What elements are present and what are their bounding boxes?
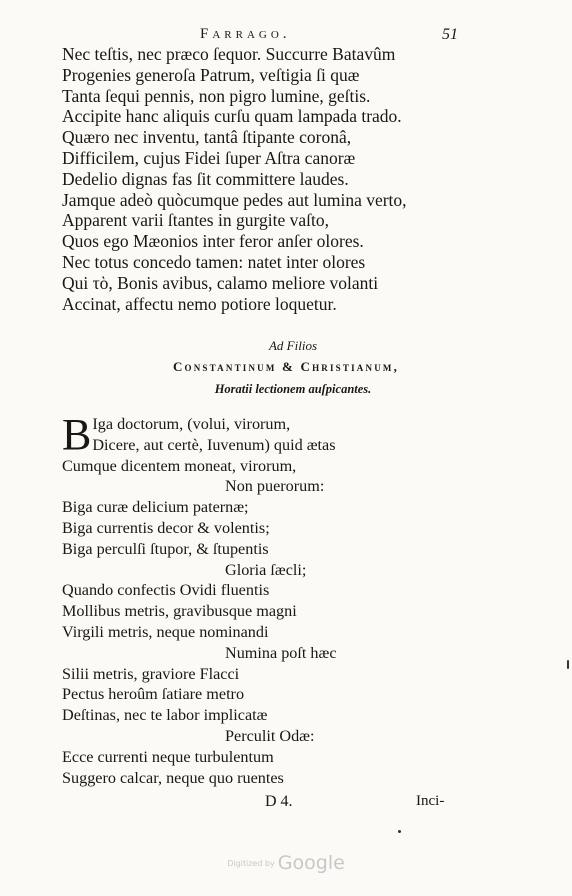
- ode-poem: [62, 410, 482, 788]
- text-line: Deſtinas, nec te labor implicatæ: [62, 706, 268, 725]
- running-title: Farrago.: [200, 26, 291, 42]
- poem-second-line: Dicere, aut certè, Iuvenum) quid ætas: [92, 435, 336, 454]
- verse-block-top: [62, 44, 462, 314]
- text-line: Biga curæ delicium paternæ;: [62, 498, 249, 517]
- text-line: Difficilem, cujus Fidei ſuper Aſtra canoræ: [62, 147, 356, 168]
- text-line: Virgili metris, neque nominandi: [62, 622, 269, 641]
- text-line: Biga currentis decor & volentis;: [62, 518, 270, 537]
- text-line: Quando confectis Ovidi fluentis: [62, 581, 270, 600]
- text-line: Suggero calcar, neque quo ruentes: [62, 768, 284, 787]
- signature-mark: D 4.: [265, 793, 293, 810]
- text-line: Gloria ſæcli;: [225, 560, 307, 579]
- text-line: Ecce currenti neque turbulentum: [62, 747, 274, 766]
- poem-first-line-text: Iga doctorum, (volui, virorum,: [92, 415, 291, 433]
- heading-subtitle: Horatii lectionem auſpicantes.: [214, 382, 372, 396]
- text-line: Dedelio dignas fas ſit committere laudes.: [62, 168, 349, 189]
- page-number: 51: [442, 26, 458, 43]
- text-line: Cumque dicentem moneat, virorum,: [62, 456, 297, 475]
- text-line: Qui τὸ, Bonis avibus, calamo meliore volanti: [62, 272, 379, 293]
- heading-dedication: Ad Filios: [268, 338, 318, 353]
- text-line: Perculit Odæ:: [225, 726, 315, 745]
- drop-cap: B: [62, 410, 92, 459]
- text-line: Numina poſt hæc: [225, 643, 337, 662]
- text-line: Jamque adeò quòcumque pedes aut lumina verto,: [62, 189, 407, 210]
- poem-lines: [62, 456, 482, 789]
- heading-names: Constantinum & Christianum,: [172, 359, 400, 374]
- text-line: Silii metris, graviore Flacci: [62, 664, 240, 683]
- text-line: Tanta ſequi pennis, non pigro lumine, geſtis.: [62, 85, 371, 106]
- watermark-brand: Google: [277, 852, 345, 874]
- text-line: Quæro nec inventu, tantâ ſtipante coronâ,: [62, 127, 352, 148]
- text-line: Pectus heroûm ſatiare metro: [62, 685, 245, 704]
- ink-speck: [567, 660, 569, 669]
- text-line: Nec totus concedo tamen: natet inter olores: [62, 251, 366, 272]
- text-line: Quos ego Mæonios inter feror anſer olores.: [62, 231, 364, 252]
- digitization-watermark: [0, 852, 572, 874]
- text-line: Apparent varii ſtantes in gurgite vaſto,: [62, 210, 329, 231]
- watermark-prefix: Digitized by: [227, 859, 275, 868]
- text-line: Non puerorum:: [225, 477, 325, 496]
- text-line: Nec teſtis, nec præco ſequor. Succurre Batavûm: [62, 44, 396, 64]
- text-line: Accinat, affectu nemo potiore loquetur.: [62, 293, 337, 314]
- ink-speck: [398, 830, 401, 833]
- catchword: Inci-: [416, 793, 445, 809]
- text-line: Biga perculſi ſtupor, & ſtupentis: [62, 539, 269, 558]
- text-line: Progenies generoſa Patrum, veſtigia ſi quæ: [62, 64, 360, 85]
- text-line: Accipite hanc aliquis curſu quam lampada trado.: [62, 106, 402, 127]
- text-line: Mollibus metris, gravibusque magni: [62, 602, 297, 621]
